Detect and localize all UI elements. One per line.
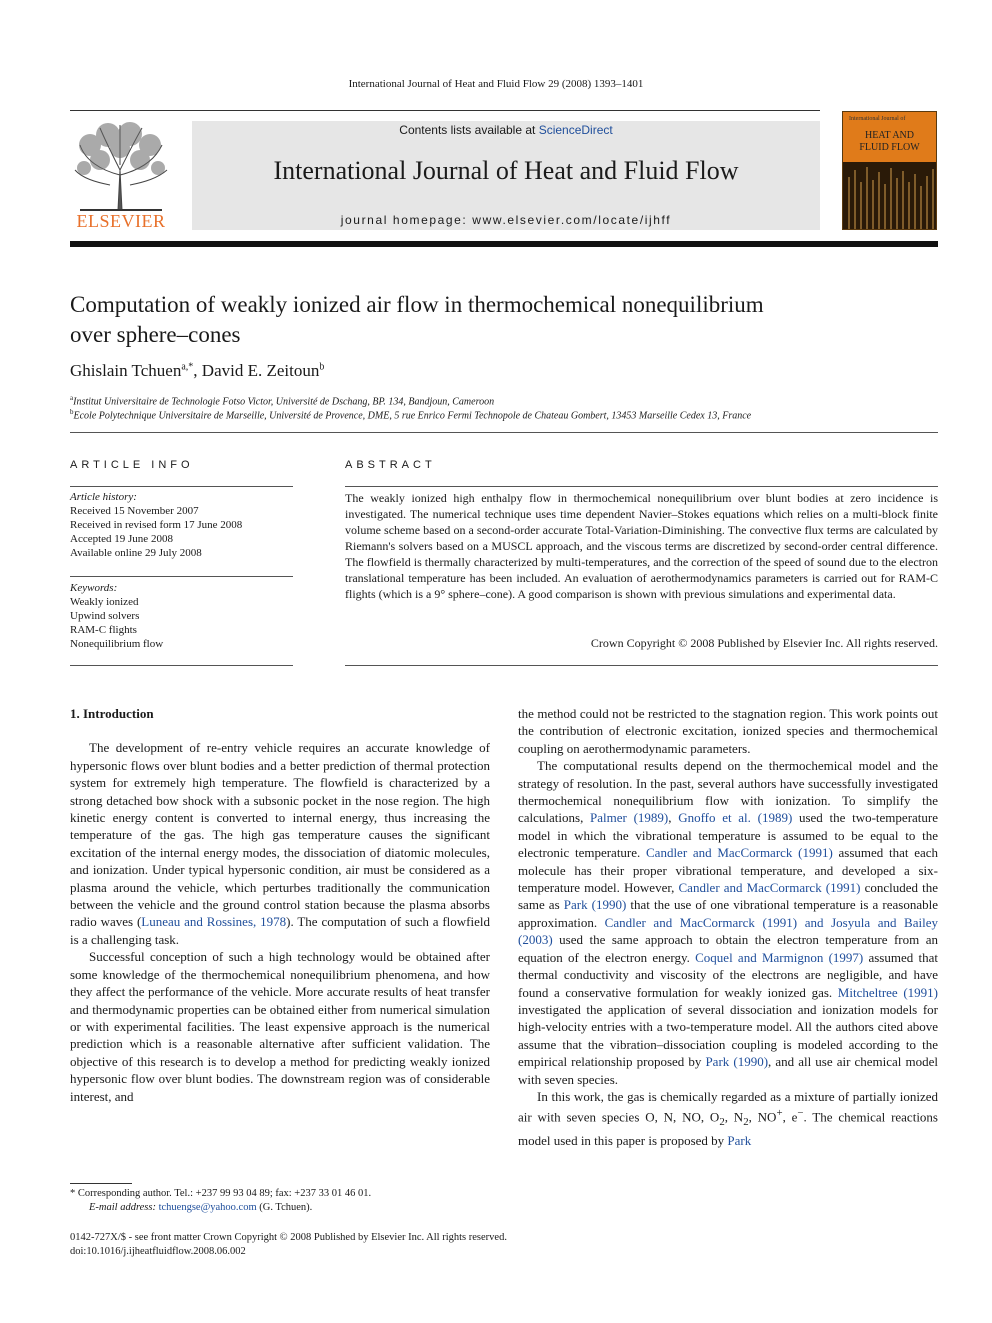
paragraph xyxy=(70,739,490,948)
masthead-rule xyxy=(70,241,938,247)
journal-cover-thumbnail[interactable] xyxy=(842,111,937,230)
abstract-rule xyxy=(345,486,938,487)
journal-title: International Journal of Heat and Fluid Flow xyxy=(273,156,739,185)
subscript: 2 xyxy=(743,1116,749,1129)
journal-homepage[interactable]: journal homepage: www.elsevier.com/locate/ijhff xyxy=(340,213,672,227)
keyword: Weakly ionized xyxy=(70,596,139,608)
keywords-block xyxy=(70,581,293,651)
abstract-heading: ABSTRACT xyxy=(345,459,436,471)
affiliation-text: Ecole Polytechnique Universitaire de Marseille, Université de Provence, DME, 5 rue Enrico Fermi Technopole de Chateau Gombert, 13453 Marseille Cedex 13, France xyxy=(73,410,752,422)
citation-link[interactable]: Park (1990) xyxy=(705,1054,769,1070)
affiliation-a xyxy=(70,394,494,407)
cover-title-line1: HEAT AND xyxy=(865,130,914,141)
contents-prefix: Contents lists available at xyxy=(399,123,539,137)
cover-flow-image xyxy=(843,162,937,230)
keywords-rule xyxy=(70,576,293,577)
email-suffix: (G. Tchuen). xyxy=(256,1202,313,1213)
history-item: Received 15 November 2007 xyxy=(70,505,199,517)
author-affil-marker[interactable]: a,* xyxy=(181,361,194,373)
info-bottom-rule xyxy=(70,665,293,666)
affiliation-marker: b xyxy=(70,408,74,416)
paragraph-text: , N xyxy=(724,1109,744,1125)
paragraph-text: concluded the same as xyxy=(518,880,938,913)
paragraph-text: , xyxy=(668,810,679,826)
paragraph xyxy=(518,1088,938,1149)
paragraph-text: that the use of one vibrational temperature is a reasonable approximation. xyxy=(518,897,938,930)
email-note xyxy=(89,1202,312,1213)
abstract-text: The weakly ionized high enthalpy flow in thermochemical nonequilibrium over blunt bodies at zero incidence is investigated. The numerical technique uses time dependent Navier–Stokes equations which relies on a multi-block finite volume scheme based on a second-order accurate Total-Variation-Diminishing. The convective flux terms are calculated by Riemann's solvers based on a MUSCL approach, and the viscous terms are discretized by second-order central difference. The flowfield is thermally characterized by multi-temperatures, and the correction of the speed of sound due to the electron translational temperature has been included. An evaluation of aerothermodynamics parameters is carried out for RAM-C flights (which is a 9° sphere–cone). A good comparison is shown with previous simulations and experimental data. xyxy=(345,491,938,601)
section-heading: 1. Introduction xyxy=(70,706,154,721)
author-separator: , xyxy=(193,361,202,380)
elsevier-logo[interactable] xyxy=(70,120,172,232)
article-title xyxy=(70,290,930,350)
paragraph-text: , and all use air chemical model with seven species. xyxy=(518,1054,938,1087)
cover-title xyxy=(843,130,936,154)
paragraph: the method could not be restricted to the stagnation region. This work points out the contribution of electronic excitation, ionized species and thermochemical coupling on aerothermodynamic parameters. xyxy=(518,706,938,756)
author-name: David E. Zeitoun xyxy=(201,361,320,380)
paragraph-text: assumed that thermal conductivity and viscosity of the electrons are negligible, and have found a conservative formulation for weakly ionized gas. xyxy=(518,949,938,1000)
paragraph xyxy=(518,757,938,1088)
elsevier-wordmark: ELSEVIER xyxy=(76,211,166,231)
paragraph-text: The computational results depend on the thermochemical model and the strategy of resolution. In the past, several authors have successfully investigated thermochemical nonequilibrium flow with ionization. To simplify the calculations, xyxy=(518,758,938,826)
history-item: Available online 29 July 2008 xyxy=(70,547,202,559)
affiliation-marker: a xyxy=(70,394,74,402)
footnote-rule xyxy=(70,1183,132,1184)
author-name: Ghislain Tchuen xyxy=(70,361,182,380)
header-rule xyxy=(70,110,820,111)
paragraph-text: , e xyxy=(782,1109,798,1125)
affiliation-text: Institut Universitaire de Technologie Fotso Victor, Université de Dschang, BP. 134, Bandjoun, Cameroon xyxy=(73,396,495,408)
article-info-rule xyxy=(70,486,293,487)
author-affil-marker[interactable]: b xyxy=(319,361,325,373)
tree-icon xyxy=(70,120,172,212)
paragraph-text: ). The computation of such a flowfield is a challenging task. xyxy=(70,914,491,947)
cover-title-line2: FLUID FLOW xyxy=(859,142,920,153)
article-title-line2: over sphere–cones xyxy=(70,322,241,347)
article-title-line1: Computation of weakly ionized air flow in thermochemical nonequilibrium xyxy=(70,292,764,317)
author-list xyxy=(70,361,324,381)
paragraph-text: , NO xyxy=(748,1109,777,1125)
affiliation-rule xyxy=(70,432,938,433)
keyword: Nonequilibrium flow xyxy=(70,638,164,650)
history-label: Article history: xyxy=(70,491,137,503)
citation-link[interactable]: Candler and MacCormarck (1991) and Josyula and Bailey (2003) xyxy=(518,914,938,948)
citation-link[interactable]: Park (1990) xyxy=(563,897,627,913)
copyright-line: Crown Copyright © 2008 Published by Elsevier Inc. All rights reserved. xyxy=(590,636,938,650)
paragraph-text: used the two-temperature model in which the vibrational temperature is assumed to be equal to the electronic temperature. xyxy=(518,810,938,861)
left-column xyxy=(70,705,490,1105)
citation-link[interactable]: Candler and MacCormarck (1991) xyxy=(646,845,833,861)
paragraph-text: In this work, the gas is chemically regarded as a mixture of partially ionized air with seven species O, N, NO, O xyxy=(518,1088,938,1125)
cover-kicker: International Journal of xyxy=(849,116,906,122)
citation-link[interactable]: Coquel and Marmignon (1997) xyxy=(695,949,864,965)
abstract-bottom-rule xyxy=(345,665,938,666)
keyword: RAM-C flights xyxy=(70,624,137,636)
superscript: − xyxy=(797,1107,804,1120)
citation-link[interactable]: Gnoffo et al. (1989) xyxy=(678,810,793,826)
paragraph-text: The development of re-entry vehicle requires an accurate knowledge of hypersonic flows over blunt bodies and a better prediction of thermal protection system for extremely high temperature. The flowfield is characterized by a strong detached bow shock with a subsonic pocket in the nose region. The high kinetic energy content is converted to internal energy, thus increasing the temperature of the gas. The high gas temperature causes the significant excitation of the internal energy modes, the dissociation of diatomic molecules, and ionization. Under typical hypersonic condition, air must be considered as a plasma around the vehicle, which perturbes traditionally the communication between the vehicle and the ground control station because the plasma absorbs radio waves ( xyxy=(70,740,490,930)
paragraph: Successful conception of such a high technology would be obtained after some knowledge of the thermochemical nonequilibrium phenomena, and how they affect the performance of the vehicle. More accurate results of heat transfer and thermodynamic properties can be obtained either from numerical simulation or with experimental facilities. The least expensive approach is the numerical prediction which is a reasonable alternative after sufficient validation. The objective of this research is to develop a method for predicting weakly ionized hypersonic flow over blunt bodies. The downstream region was of considerable interest, and xyxy=(70,949,490,1104)
paragraph-text: . The chemical reactions model used in this paper is proposed by xyxy=(518,1109,938,1148)
citation-link[interactable]: Luneau and Rossines, 1978 xyxy=(141,914,287,930)
history-item: Received in revised form 17 June 2008 xyxy=(70,519,243,531)
article-info-heading: ARTICLE INFO xyxy=(70,459,194,471)
citation-link[interactable]: Mitcheltree (1991) xyxy=(837,984,938,1000)
right-column xyxy=(518,705,938,1149)
paragraph-text: used the same approach to obtain the electron temperature from an equation of the electron energy. xyxy=(518,932,938,965)
citation-link[interactable]: Park xyxy=(727,1132,752,1148)
affiliation-b xyxy=(70,408,751,421)
email-label: E-mail address: xyxy=(89,1202,156,1213)
contents-line xyxy=(192,123,820,137)
doi-line[interactable]: doi:10.1016/j.ijheatfluidflow.2008.06.002 xyxy=(70,1246,246,1257)
paragraph-text: assumed that each molecule has their proper vibrational temperature, and developed a six-temperature model. However, xyxy=(518,845,938,896)
citation-link[interactable]: Palmer (1989) xyxy=(590,810,669,826)
article-history xyxy=(70,490,293,560)
front-matter-line: 0142-727X/$ - see front matter Crown Copyright © 2008 Published by Elsevier Inc. All rights reserved. xyxy=(70,1232,507,1243)
running-head: International Journal of Heat and Fluid Flow 29 (2008) 1393–1401 xyxy=(348,78,644,90)
sciencedirect-link[interactable]: ScienceDirect xyxy=(538,123,613,137)
keywords-label: Keywords: xyxy=(70,582,118,594)
superscript: + xyxy=(776,1107,783,1120)
journal-banner xyxy=(192,121,820,230)
email-link[interactable]: tchuengse@yahoo.com xyxy=(158,1202,257,1213)
paragraph-text: investigated the application of several dissociation and ionization models for high-velocity entries with a two-temperature model. All the authors cited above assume that the vibration–dissociation coupling is modeled according to the empirical relationship proposed by xyxy=(518,1001,938,1070)
citation-link[interactable]: Candler and MacCormarck (1991) xyxy=(678,880,861,896)
corresponding-author-note: * Corresponding author. Tel.: +237 99 93 04 89; fax: +237 33 01 46 01. xyxy=(70,1188,372,1199)
keyword: Upwind solvers xyxy=(70,610,140,622)
history-item: Accepted 19 June 2008 xyxy=(70,533,173,545)
subscript: 2 xyxy=(719,1116,725,1129)
